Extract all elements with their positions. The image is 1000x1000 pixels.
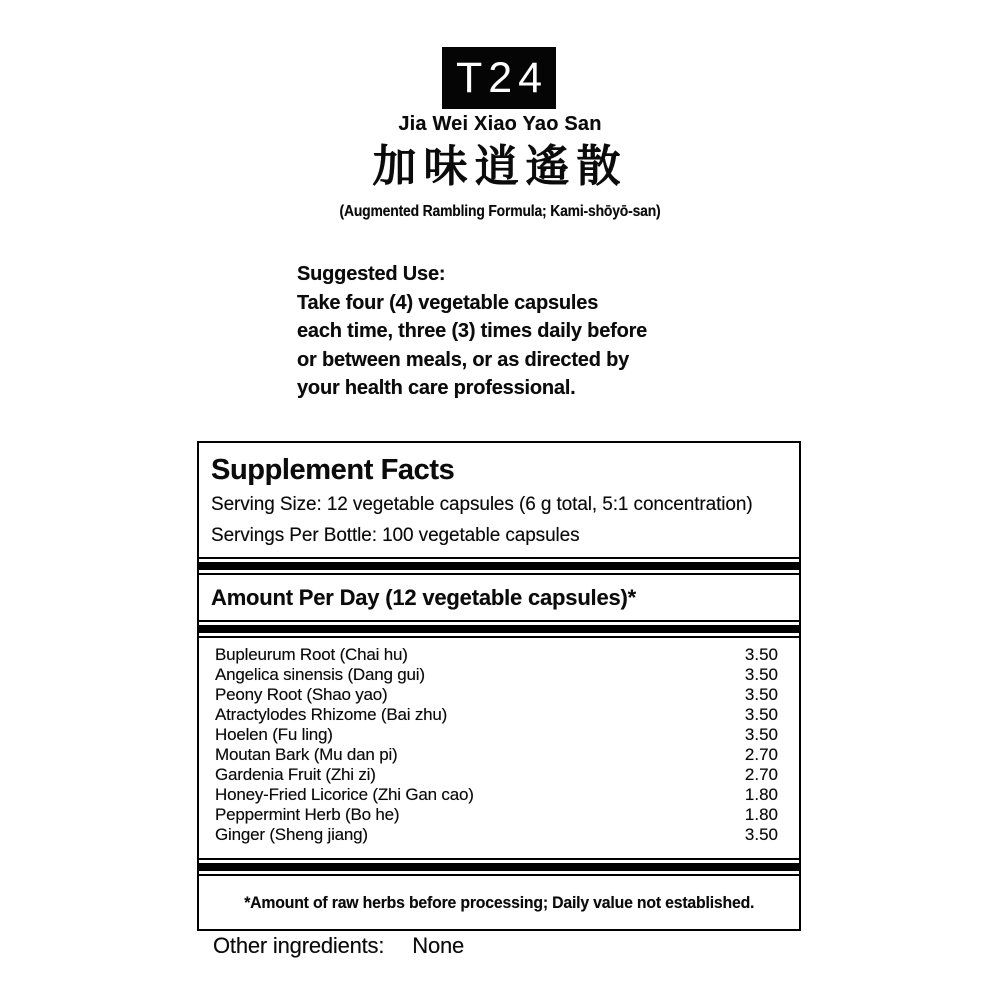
ingredient-amount: 3.50 <box>744 645 778 664</box>
ingredient-row <box>199 725 799 745</box>
other-ingredients-value: None <box>412 933 465 958</box>
amount-per-day-header: Amount Per Day (12 vegetable capsules)* <box>211 585 637 610</box>
facts-title: Supplement Facts <box>211 454 455 486</box>
ingredient-name: Peony Root (Shao yao) <box>215 685 388 704</box>
ingredient-row <box>199 825 799 845</box>
facts-header-section <box>199 443 799 557</box>
product-code-badge <box>442 47 556 109</box>
ingredient-amount: 3.50 <box>744 725 778 744</box>
ingredient-name: Angelica sinensis (Dang gui) <box>215 665 425 684</box>
footnote-text: *Amount of raw herbs before processing; Daily value not established. <box>243 893 755 912</box>
section-divider <box>199 557 799 575</box>
supplement-facts-panel <box>197 441 801 931</box>
ingredient-row <box>199 645 799 665</box>
suggested-use-line: Take four (4) vegetable capsules <box>297 291 599 314</box>
ingredient-name: Bupleurum Root (Chai hu) <box>215 645 408 664</box>
ingredient-amount: 3.50 <box>744 665 778 684</box>
ingredient-amount: 2.70 <box>744 765 778 784</box>
ingredient-row <box>199 745 799 765</box>
divider-bar <box>199 625 799 633</box>
product-chinese-name: 加味逍遙散 <box>372 141 628 192</box>
ingredients-list <box>199 638 799 858</box>
ingredient-name: Ginger (Sheng jiang) <box>215 825 368 844</box>
suggested-use-line: each time, three (3) times daily before <box>297 320 648 342</box>
ingredient-name: Moutan Bark (Mu dan pi) <box>215 745 398 764</box>
ingredient-amount: 1.80 <box>744 785 778 804</box>
servings-per-bottle: Servings Per Bottle: 100 vegetable capsules <box>211 525 580 546</box>
ingredient-row <box>199 705 799 725</box>
ingredient-amount: 2.70 <box>744 745 778 764</box>
divider-bar <box>199 863 799 871</box>
ingredient-row <box>199 685 799 705</box>
product-pinyin-name: Jia Wei Xiao Yao San <box>398 113 602 135</box>
product-code-text: T24 <box>455 53 549 102</box>
ingredient-amount: 3.50 <box>744 705 778 724</box>
section-divider <box>199 620 799 638</box>
ingredient-row <box>199 805 799 825</box>
footnote-section <box>199 876 799 929</box>
suggested-use-line: or between meals, or as directed by <box>297 348 630 371</box>
ingredient-amount: 3.50 <box>744 825 778 844</box>
ingredient-name: Gardenia Fruit (Zhi zi) <box>215 765 376 784</box>
ingredient-name: Peppermint Herb (Bo he) <box>215 805 400 824</box>
suggested-use-block <box>297 260 647 403</box>
other-ingredients-label: Other ingredients: <box>213 933 385 958</box>
section-divider <box>199 858 799 876</box>
product-english-name: (Augmented Rambling Formula; Kami-shōyō-san) <box>339 203 661 220</box>
ingredient-row <box>199 765 799 785</box>
ingredient-name: Atractylodes Rhizome (Bai zhu) <box>215 705 448 724</box>
suggested-use-heading: Suggested Use: <box>297 263 446 285</box>
ingredient-amount: 3.50 <box>744 685 778 704</box>
ingredient-amount: 1.80 <box>744 805 778 824</box>
other-ingredients-row <box>213 933 464 959</box>
suggested-use-line: your health care professional. <box>297 377 576 399</box>
ingredient-name: Honey-Fried Licorice (Zhi Gan cao) <box>215 785 474 804</box>
serving-size: Serving Size: 12 vegetable capsules (6 g total, 5:1 concentration) <box>211 494 753 515</box>
divider-bar <box>199 562 799 570</box>
ingredient-row <box>199 785 799 805</box>
ingredient-row <box>199 665 799 685</box>
ingredient-name: Hoelen (Fu ling) <box>215 725 333 744</box>
